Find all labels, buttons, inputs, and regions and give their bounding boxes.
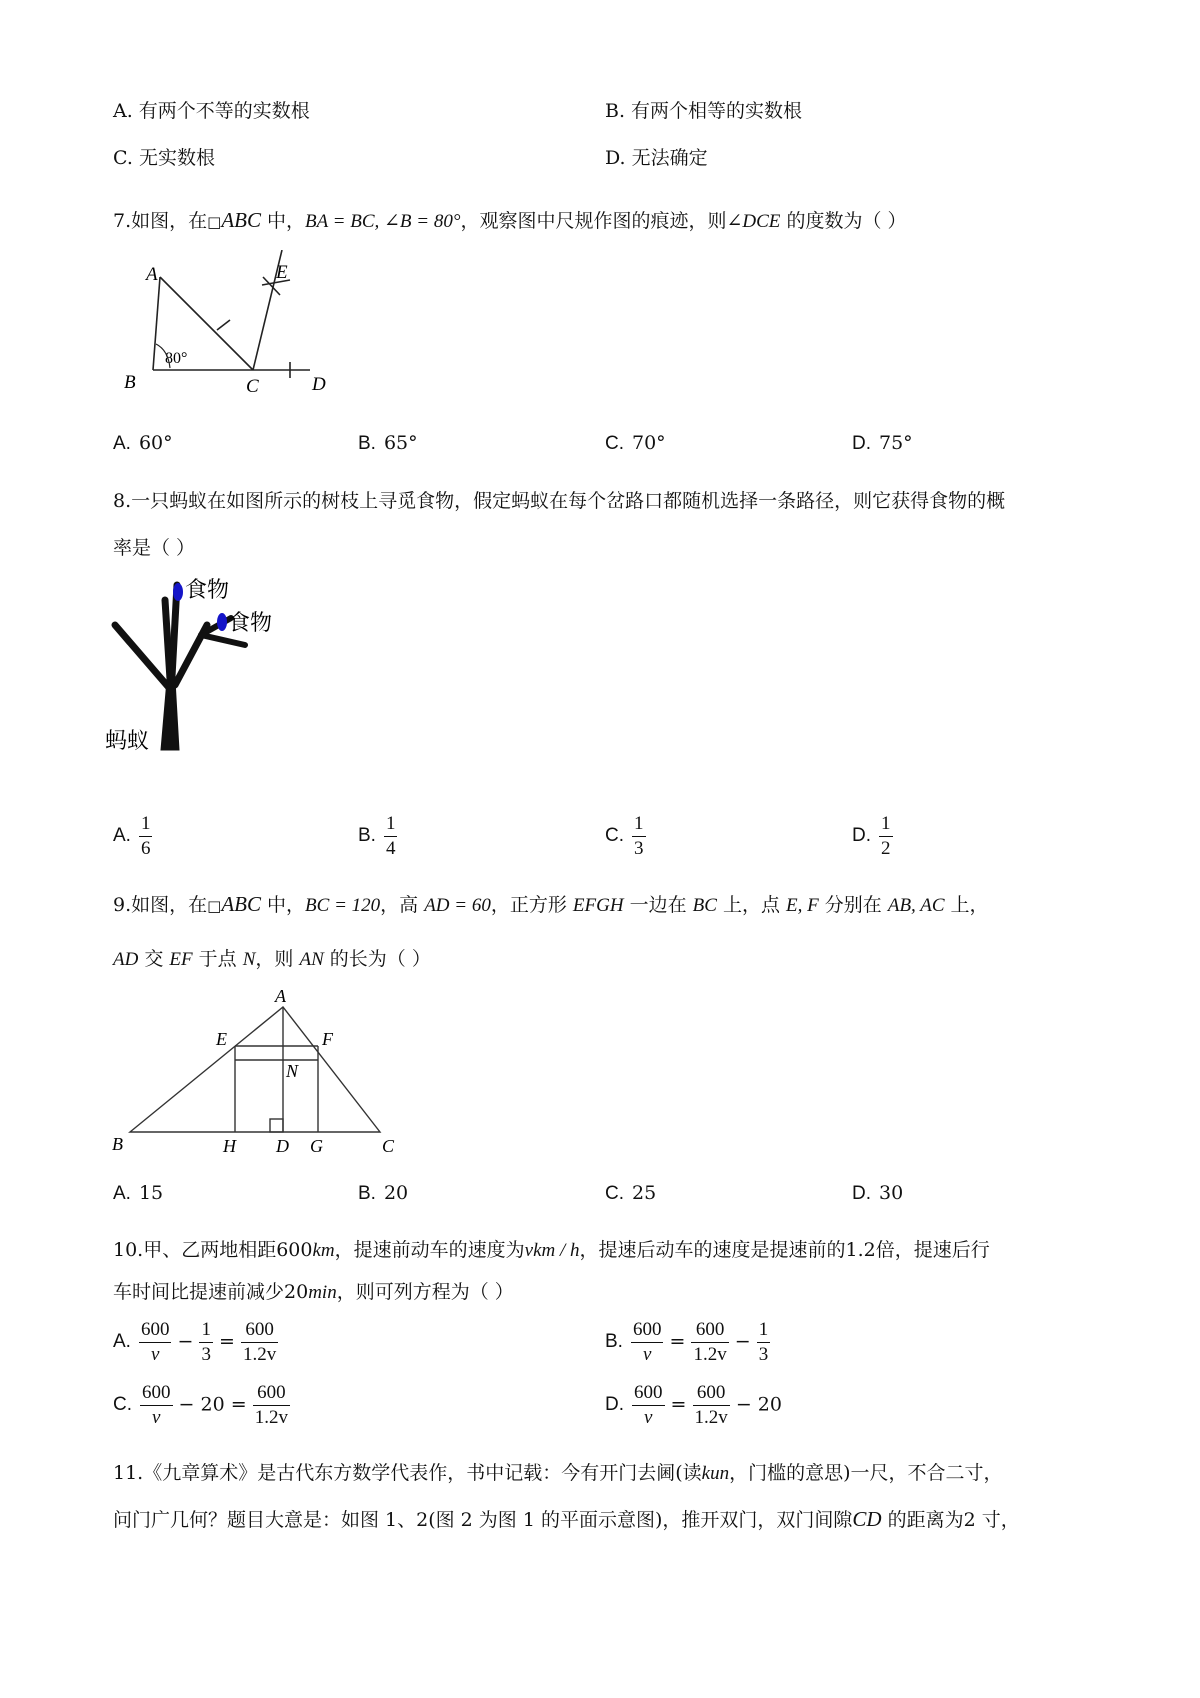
q9-label-d: D bbox=[276, 1136, 289, 1155]
q8-option-d: D. $\frac{1}{2}$ bbox=[852, 813, 891, 859]
q9-label-a: A bbox=[275, 986, 286, 1006]
q7-option-d: D. 75° bbox=[852, 432, 913, 454]
q8-ant-label: 蚂蚁 bbox=[105, 728, 150, 753]
q9-option-b: B. 20 bbox=[358, 1182, 409, 1204]
q9-figure bbox=[110, 985, 410, 1155]
q8-option-c: C. $\frac{1}{3}$ bbox=[605, 813, 644, 859]
q7-label-d: D bbox=[312, 374, 326, 395]
q10-option-c: C. $\frac{600}{v}$ − 20 = $\frac{600}{1.2v}$ bbox=[113, 1382, 288, 1428]
q9-label-h: H bbox=[223, 1136, 236, 1155]
q8-tree-figure bbox=[105, 570, 300, 755]
q7-label-a: A bbox=[146, 264, 158, 285]
q9-label-g: G bbox=[310, 1136, 323, 1155]
q9-label-n: N bbox=[286, 1061, 299, 1081]
q8-option-b: B. $\frac{1}{4}$ bbox=[358, 813, 396, 859]
q9-option-d: D. 30 bbox=[852, 1182, 904, 1204]
q7-option-c: C. 70° bbox=[605, 432, 666, 454]
q7-label-e: E bbox=[276, 262, 288, 283]
q9-stem-line1: 9.如图，在□ABC 中，BC = 120，高 AD = 60，正方形 EFGH 一边在 BC 上，点 E, F 分别在 AB, AC 上， bbox=[113, 892, 989, 916]
q9-option-a: A. 15 bbox=[113, 1182, 164, 1204]
q7-option-a: A. 60° bbox=[113, 432, 173, 454]
q8-option-a: A. $\frac{1}{6}$ bbox=[113, 813, 151, 859]
q6-option-c: C. 无实数根 bbox=[113, 147, 215, 169]
q7-option-b: B. 65° bbox=[358, 432, 418, 454]
q9-label-f: F bbox=[322, 1029, 333, 1049]
q7-label-b: B bbox=[124, 372, 136, 393]
q7-stem: 7.如图，在□ABC 中，BA = BC, ∠B = 80°，观察图中尺规作图的痕迹，则∠DCE 的度数为（ ） bbox=[113, 208, 907, 232]
q10-option-b: B. $\frac{600}{v}$ = $\frac{600}{1.2v}$ − $\frac{1}{3}$ bbox=[605, 1319, 769, 1365]
q9-stem-line2: AD 交 EF 于点 N，则 AN 的长为（ ） bbox=[113, 948, 431, 970]
q9-option-c: C. 25 bbox=[605, 1182, 657, 1204]
q8-stem-line1: 8.一只蚂蚁在如图所示的树枝上寻觅食物，假定蚂蚁在每个岔路口都随机选择一条路径，则它获得食物的概 bbox=[113, 490, 1006, 512]
q10-stem-line2: 车时间比提速前减少20min，则可列方程为（ ） bbox=[113, 1281, 514, 1303]
q7-angle-label: 80° bbox=[165, 350, 188, 367]
q8-food-label-1: 食物 bbox=[185, 577, 230, 602]
q10-stem-line1: 10.甲、乙两地相距600km，提速前动车的速度为vkm / h，提速后动车的速度是提速前的1.2倍，提速后行 bbox=[113, 1239, 990, 1261]
q9-label-e: E bbox=[216, 1029, 227, 1049]
q10-option-a: A. $\frac{600}{v}$ − $\frac{1}{3}$ = $\frac{600}{1.2v}$ bbox=[113, 1319, 277, 1365]
q8-food-label-2: 食物 bbox=[228, 610, 273, 635]
q7-label-c: C bbox=[246, 376, 259, 397]
q6-option-a: A. 有两个不等的实数根 bbox=[113, 100, 310, 122]
q11-stem-line1: 11.《九章算术》是古代东方数学代表作，书中记载：今有开门去阃(读kun，门槛的意思)一尺，不合二寸， bbox=[113, 1462, 1003, 1484]
q9-label-c: C bbox=[382, 1136, 395, 1155]
q9-label-b: B bbox=[112, 1134, 123, 1154]
q8-stem-line2: 率是（ ） bbox=[113, 537, 196, 559]
q10-option-d: D. $\frac{600}{v}$ = $\frac{600}{1.2v}$ − 20 bbox=[605, 1382, 782, 1428]
q6-option-b: B. 有两个相等的实数根 bbox=[605, 100, 803, 122]
q11-stem-line2: 问门广几何？题目大意是：如图 1、2(图 2 为图 1 的平面示意图)，推开双门，双门间隙CD 的距离为2 寸， bbox=[113, 1507, 1020, 1531]
q7-figure bbox=[120, 250, 340, 400]
q6-option-d: D. 无法确定 bbox=[605, 147, 708, 169]
